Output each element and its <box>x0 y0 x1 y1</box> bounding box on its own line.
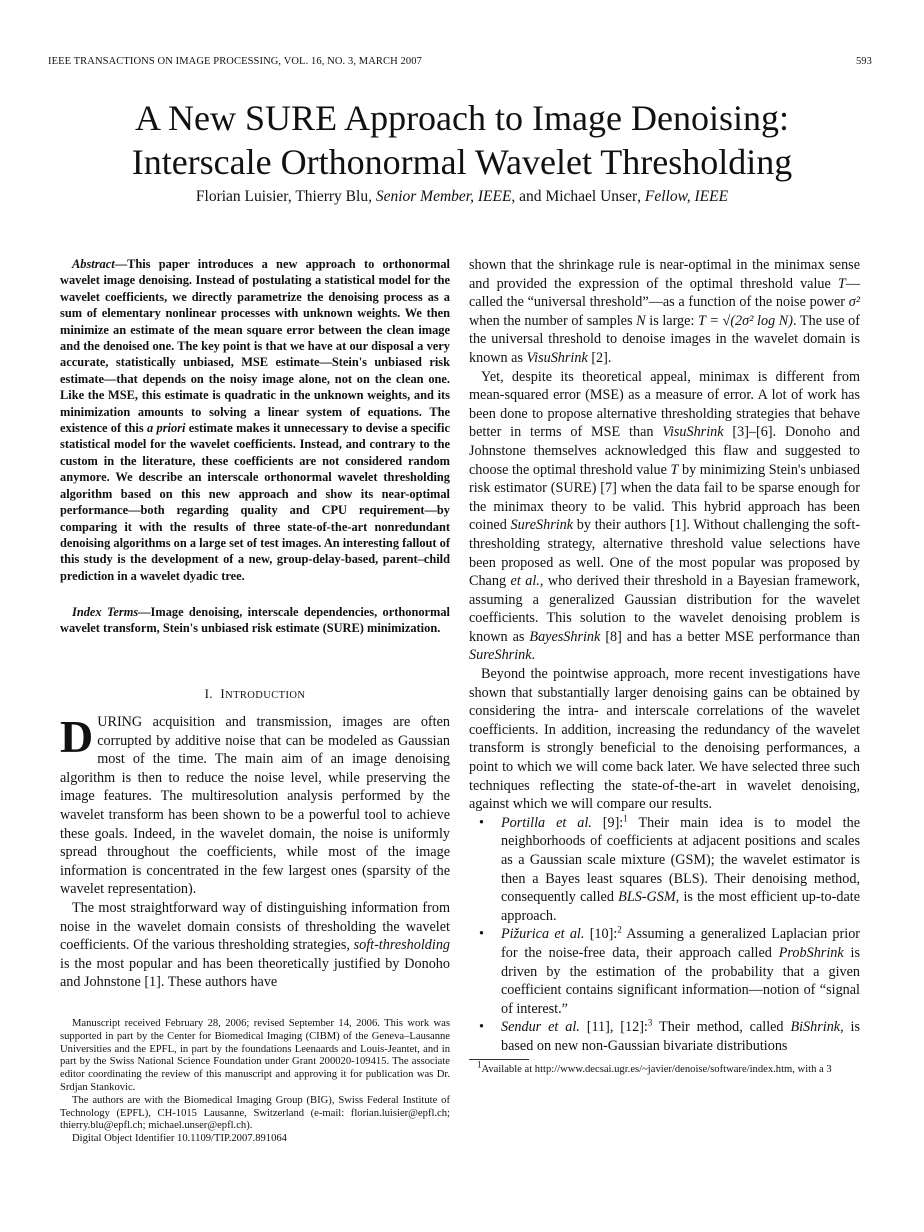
author-luisier: Florian Luisier, <box>195 188 292 205</box>
right-p2-d: by their authors [1]. Without challenging the soft-thresholding strategy, alternative threshold value selections have been proposed as well. One of the most popular was proposed by Chang <box>469 517 861 590</box>
author-blu: Thierry Blu <box>295 188 369 205</box>
footnote-doi: Digital Object Identifier 10.1109/TIP.2007.891064 <box>72 1133 287 1145</box>
right-p2-b: [3]–[6]. Donoho and Johnstone themselves acknowledged this flaw and suggested to choose the optimal threshold value <box>469 424 860 478</box>
right-column-text <box>469 256 860 1056</box>
footnote-marker: 2 <box>617 924 622 935</box>
right-p1-a: shown that the shrinkage rule is near-optimal in the minimax sense and provided the expression of the optimal threshold value <box>469 257 860 292</box>
footnote-marker: 3 <box>647 1017 653 1028</box>
method-sureshrink: SureShrink <box>510 517 574 534</box>
drop-cap: D <box>60 711 94 762</box>
section-heading-introduction <box>60 686 450 702</box>
journal-header: IEEE TRANSACTIONS ON IMAGE PROCESSING, VOL. 16, NO. 3, MARCH 2007 <box>48 56 422 67</box>
bullet-ref: [10]: <box>589 926 618 943</box>
bullet-method: BiShrink <box>790 1019 841 1036</box>
bullet-author: Portilla et al. <box>501 814 592 831</box>
left-footnotes <box>60 1018 450 1146</box>
abstract-text-a: —This paper introduces a new approach to orthonormal wavelet image denoising. Instead of postulating a statistical model for the wavelet coefficients, we directly parametrize the denoising process as a sum of elementary nonlinear processes with unknown weights. We then minimize an estimate of the mean square error between the clean image and the denoised one. The key point is that we have at our disposal a very accurate, statistically unbiased, MSE estimate—Stein's unbiased risk estimate—that depends on the noisy image alone, not on the clean one. Like the MSE, this estimate is quadratic in the unknown weights, and its minimization amounts to solving a linear system of equations. The existence of this <box>60 257 450 436</box>
section-title-first: I <box>220 686 226 701</box>
page-number: 593 <box>855 56 872 67</box>
bullet-ref: [11], [12]: <box>586 1019 648 1036</box>
right-footnote-marker: 1 <box>476 1059 482 1070</box>
list-item <box>469 1018 860 1055</box>
right-p2-g: . <box>531 647 536 664</box>
bullet-text-a: Assuming a generalized Laplacian prior for the noise-free data, their approach called <box>501 926 861 961</box>
right-p1-b: —called the “universal threshold”—as a function of the noise power <box>469 275 860 311</box>
bullet-ref: [9]: <box>602 814 624 831</box>
intro-paragraph-2-italic: soft-thresholding <box>353 937 451 954</box>
title-line-1: A New SURE Approach to Image Denoising: <box>135 98 789 138</box>
symbol-sigma: σ² <box>848 294 860 311</box>
symbol-N: N <box>636 312 646 329</box>
method-visushrink-2: VisuShrink <box>662 424 724 441</box>
index-terms-text: —Image denoising, interscale dependencies, orthonormal wavelet transform, Stein's unbiased risk estimate (SURE) minimization. <box>60 605 450 636</box>
right-p1-e: . The use of the universal threshold to denoise images in the wavelet domain is known as <box>469 312 860 366</box>
bullet-text-b: , is based on new non-Gaussian bivariate distributions <box>501 1019 861 1054</box>
footnote-affiliation: The authors are with the Biomedical Imaging Group (BIG), Swiss Federal Institute of Technology (EPFL), CH-1015 Lausanne, Switzerland (e-mail: florian.luisier@epfl.ch; thierry.blu@epfl.ch; michael.unser@epfl.ch). <box>60 1094 450 1132</box>
bullet-author: Sendur et al. <box>501 1019 580 1036</box>
abstract-text-b: estimate makes it unnecessary to devise a specific statistical model for the wavelet coefficients. Instead, and contrary to the custom in the literature, these coefficients are not considered random anymore. We describe an interscale orthonormal wavelet thresholding algorithm based on this new approach and show its near-optimal performance—both regarding quality and CPU requirement—by comparing it with the results of three state-of-the-art nonredundant denoising algorithms on a large set of test images. An interesting fallout of this study is the development of a new, group-delay-based, parent–child prediction in a wavelet dyadic tree. <box>60 421 450 583</box>
bullet-author: Pižurica et al. <box>501 926 585 943</box>
right-footnote-text: Available at http://www.decsai.ugr.es/~javier/denoise/software/index.htm, with a 3 <box>481 1064 832 1075</box>
section-title-rest: NTRODUCTION <box>225 690 306 701</box>
right-p1-c: when the number of samples <box>469 312 633 329</box>
bullet-text-b: is driven by the estimation of the probability that a given coefficient contains significant information—notion of “signal of interest.” <box>501 944 860 1017</box>
list-item <box>469 814 860 926</box>
introduction-text <box>60 713 450 992</box>
method-sureshrink-2: SureShrink <box>469 647 532 664</box>
bullet-icon: • <box>479 814 484 831</box>
author-conjunction: , and <box>511 188 542 205</box>
bullet-text-b: , is the most efficient up-to-date approach. <box>501 889 860 924</box>
list-item <box>469 925 860 1018</box>
author-blu-role: , Senior Member, IEEE <box>368 188 512 205</box>
method-visushrink: VisuShrink <box>526 349 588 366</box>
abstract <box>60 256 450 584</box>
right-p2-f: [8] and has a better MSE performance than <box>605 628 860 645</box>
abstract-label: Abstract <box>72 257 115 271</box>
method-list <box>469 814 860 1056</box>
bullet-icon: • <box>479 1019 484 1036</box>
running-header <box>48 56 872 67</box>
bullet-method: ProbShrink <box>778 944 844 961</box>
intro-paragraph-2b: is the most popular and has been theoretically justified by Donoho and Johnstone [1]. These authors have <box>60 955 450 991</box>
author-unser-role: , Fellow, IEEE <box>637 188 729 205</box>
right-paragraph-3: Beyond the pointwise approach, more recent investigations have shown that substantially larger denoising gains can be obtained by considering the intra- and interscale correlations of the wavelet coefficients. In addition, increasing the redundancy of the wavelet transform is strongly beneficial to the denoising performances, a point to which we will come back later. We have selected three such techniques reflecting the state-of-the-art in wavelet denoising, against which we will compare our results. <box>469 666 860 813</box>
paper-title <box>40 96 884 184</box>
intro-paragraph-2a: The most straightforward way of distinguishing information from noise in the wavelet domain consists of thresholding the wavelet coefficients. Of the various thresholding strategies, <box>60 899 450 954</box>
bullet-text-a: Their method, called <box>659 1019 784 1036</box>
index-terms-label: Index Terms <box>72 605 139 619</box>
section-number: I. <box>204 686 214 701</box>
index-terms <box>60 604 450 637</box>
et-al: et al. <box>510 573 540 590</box>
universal-threshold-equation: T = √(2σ² log N) <box>698 312 793 329</box>
author-unser: Michael Unser <box>545 188 638 205</box>
abstract-italic: a priori <box>147 421 186 436</box>
right-p2-a: Yet, despite its theoretical appeal, minimax is different from mean-squared error (MSE) as a measure of error. A lot of work has been done to propose alternative thresholding strategies that behave better in terms of MSE than <box>469 368 860 441</box>
right-p2-e: , who derived their threshold in a Bayesian framework, assuming a generalized Gaussian distribution for the wavelet coefficients. This solution to the wavelet denoising problem is known as <box>469 573 860 645</box>
author-list <box>40 188 884 206</box>
footnote-manuscript: Manuscript received February 28, 2006; revised September 14, 2006. This work was supported in part by the Center for Biomedical Imaging (CIBM) of the Geneva–Lausanne Universities and the EPFL, in part by the foundations Leenaards and Louis-Jeantet, and in part by the Swiss National Science Foundation under Grant 200020-109415. The associate editor coordinating the review of this manuscript and approving it for publication was Dr. Srdjan Stankovic. <box>60 1018 450 1093</box>
intro-paragraph-1: URING acquisition and transmission, images are often corrupted by additive noise that can be modeled as Gaussian most of the time. The main aim of an image denoising algorithm is then to reduce the noise level, while preserving the image features. The multiresolution analysis performed by the wavelet transform has been shown to be a powerful tool to achieve these goals. Indeed, in the wavelet domain, the noise is uniformly spread throughout the coefficients, while most of the image information is concentrated in the few largest ones (sparsity of the wavelet representation). <box>60 714 450 898</box>
footnote-marker: 1 <box>623 813 628 824</box>
right-p1-f: [2]. <box>591 349 612 366</box>
bullet-text-a: Their main idea is to model the neighborhoods of coefficients at adjacent positions and scales as a Gaussian scale mixture (GSM); the wavelet estimator is then a Bayes least squares (BLS). Their denoising method, consequently called <box>501 814 861 906</box>
bullet-method: BLS-GSM <box>618 889 676 906</box>
symbol-T-2: T <box>670 461 679 478</box>
symbol-T: T <box>837 275 846 292</box>
method-bayesshrink: BayesShrink <box>529 628 601 645</box>
right-p1-d: is large: <box>649 312 695 329</box>
right-footnote <box>469 1059 860 1077</box>
title-line-2: Interscale Orthonormal Wavelet Thresholding <box>131 142 793 182</box>
bullet-icon: • <box>479 926 484 943</box>
right-p2-c: by minimizing Stein's unbiased risk estimator (SURE) [7] when the data fail to be sparse enough for the minimax theory to be valid. This hybrid approach has been coined <box>469 461 861 534</box>
